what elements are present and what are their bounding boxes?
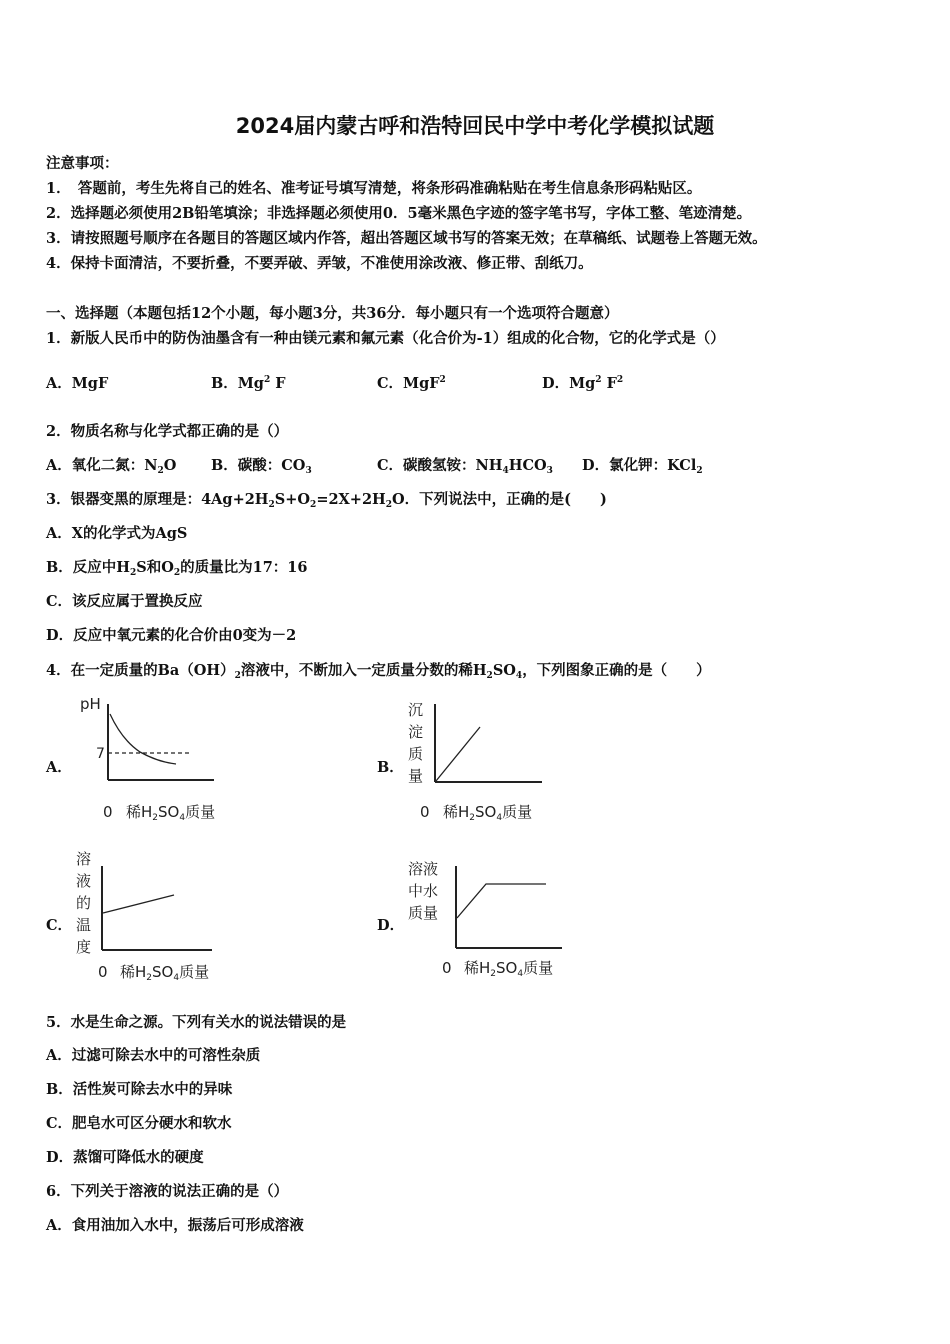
graph-a-origin: 0 bbox=[103, 803, 113, 821]
graph-b-ylabel-1: 沉 bbox=[408, 701, 424, 719]
q3-option-c: C．该反应属于置换反应 bbox=[46, 593, 203, 610]
graph-d-ylabel-1: 溶液 bbox=[408, 860, 439, 878]
notice-item-3: 3．请按照题号顺序在各题目的答题区域内作答，超出答题区域书写的答案无效；在草稿纸、试题卷上答题无效。 bbox=[46, 230, 767, 247]
q6-option-a: A．食用油加入水中，振荡后可形成溶液 bbox=[46, 1217, 304, 1234]
graph-c-ylabel-5: 度 bbox=[76, 938, 92, 956]
q4-option-c: C． bbox=[46, 917, 73, 934]
graph-c-ylabel-1: 溶 bbox=[76, 850, 92, 868]
q5-option-d: D．蒸馏可降低水的硬度 bbox=[46, 1149, 204, 1166]
graph-b-ylabel-4: 量 bbox=[408, 767, 424, 785]
graph-a-ylabel: pH bbox=[80, 695, 101, 713]
q4-option-b: B． bbox=[377, 759, 404, 776]
q1-option-a: A．MgF bbox=[46, 375, 109, 392]
notice-item-2: 2．选择题必须使用2B铅笔填涂；非选择题必须使用0．5毫米黑色字迹的签字笔书写，字体工整、笔迹清楚。 bbox=[46, 205, 752, 222]
q2-option-b: B．碳酸：$CO_3$ bbox=[211, 457, 312, 476]
graph-b-ylabel-2: 淀 bbox=[408, 723, 424, 741]
section-heading: 一、选择题（本题包括12个小题，每小题3分，共36分．每小题只有一个选项符合题意） bbox=[46, 305, 619, 322]
graph-d-xlabel: 稀$H_2SO_4$质量 bbox=[464, 959, 554, 979]
graph-a-xlabel: 稀$H_2SO_4$质量 bbox=[126, 803, 216, 823]
q2-stem: 2．物质名称与化学式都正确的是（） bbox=[46, 423, 289, 440]
q2-option-c: C．碳酸氢铵：$NH_4HCO_3$ bbox=[377, 457, 553, 476]
q4-stem: 4．在一定质量的$Ba(OH)_2$溶液中，不断加入一定质量分数的稀$H_2SO_4$，下列图象正确的是（ ） bbox=[46, 662, 711, 681]
graph-c-ylabel-2: 液 bbox=[76, 872, 92, 890]
graph-d-line bbox=[457, 884, 546, 918]
graph-c-xlabel: 稀$H_2SO_4$质量 bbox=[120, 963, 210, 983]
q2-option-d: D．氯化钾：KCl$_2$ bbox=[582, 457, 703, 476]
q3-stem: 3．银器变黑的原理是：$4Ag+2H_2S+O_2=2X+2H_2O$．下列说法中，正确的是( ) bbox=[46, 491, 607, 510]
graph-c-line bbox=[103, 895, 174, 913]
graph-d-origin: 0 bbox=[442, 959, 452, 977]
notice-item-4: 4．保持卡面清洁，不要折叠，不要弄破、弄皱，不准使用涂改液、修正带、刮纸刀。 bbox=[46, 255, 593, 272]
graph-c-ylabel-3: 的 bbox=[76, 894, 92, 912]
graph-c-origin: 0 bbox=[98, 963, 108, 981]
q4-option-a: A． bbox=[46, 759, 72, 776]
q5-stem: 5．水是生命之源。下列有关水的说法错误的是 bbox=[46, 1014, 347, 1031]
graph-b-ylabel-3: 质 bbox=[408, 745, 424, 763]
graph-c-ylabel-4: 温 bbox=[76, 916, 92, 934]
graph-a-curve bbox=[110, 714, 176, 764]
q1-option-d: D．Mg$^2$ $F^2$ bbox=[542, 375, 624, 392]
graph-b-origin: 0 bbox=[420, 803, 430, 821]
notice-item-1: 1． 答题前，考生先将自己的姓名、准考证号填写清楚，将条形码准确粘贴在考生信息条形码粘贴区。 bbox=[46, 180, 702, 197]
notice-heading: 注意事项： bbox=[46, 155, 119, 172]
graph-b-xlabel: 稀$H_2SO_4$质量 bbox=[443, 803, 533, 823]
q5-option-c: C．肥皂水可区分硬水和软水 bbox=[46, 1115, 232, 1132]
graph-a-ref-label: 7 bbox=[96, 746, 105, 762]
graph-c bbox=[70, 846, 300, 986]
page-title: 2024届内蒙古呼和浩特回民中学中考化学模拟试题 bbox=[235, 114, 715, 138]
graph-d bbox=[404, 850, 634, 985]
q3-option-d: D．反应中氧元素的化合价由0变为－2 bbox=[46, 627, 297, 644]
graph-a bbox=[70, 692, 300, 827]
graph-d-ylabel-3: 质量 bbox=[408, 904, 439, 922]
graph-b bbox=[400, 692, 630, 827]
q2-option-a: A．氧化二氮：$N_2O$ bbox=[46, 457, 177, 476]
q5-option-b: B．活性炭可除去水中的异味 bbox=[46, 1081, 233, 1098]
q3-option-a: A．X的化学式为AgS bbox=[46, 525, 188, 542]
graph-d-ylabel-2: 中水 bbox=[408, 882, 439, 900]
q6-stem: 6．下列关于溶液的说法正确的是（） bbox=[46, 1183, 289, 1200]
q1-option-c: C．MgF$^2$ bbox=[377, 375, 446, 392]
q3-option-b: B．反应中$H_2S$和$O_2$的质量比为17：16 bbox=[46, 559, 308, 578]
q5-option-a: A．过滤可除去水中的可溶性杂质 bbox=[46, 1047, 261, 1064]
q4-option-d: D． bbox=[377, 917, 405, 934]
graph-b-line bbox=[436, 727, 480, 781]
q1-stem: 1．新版人民币中的防伪油墨含有一种由镁元素和氟元素（化合价为-1）组成的化合物，它的化学式是（） bbox=[46, 330, 725, 347]
q1-option-b: B．Mg$^2$ F bbox=[211, 375, 286, 392]
